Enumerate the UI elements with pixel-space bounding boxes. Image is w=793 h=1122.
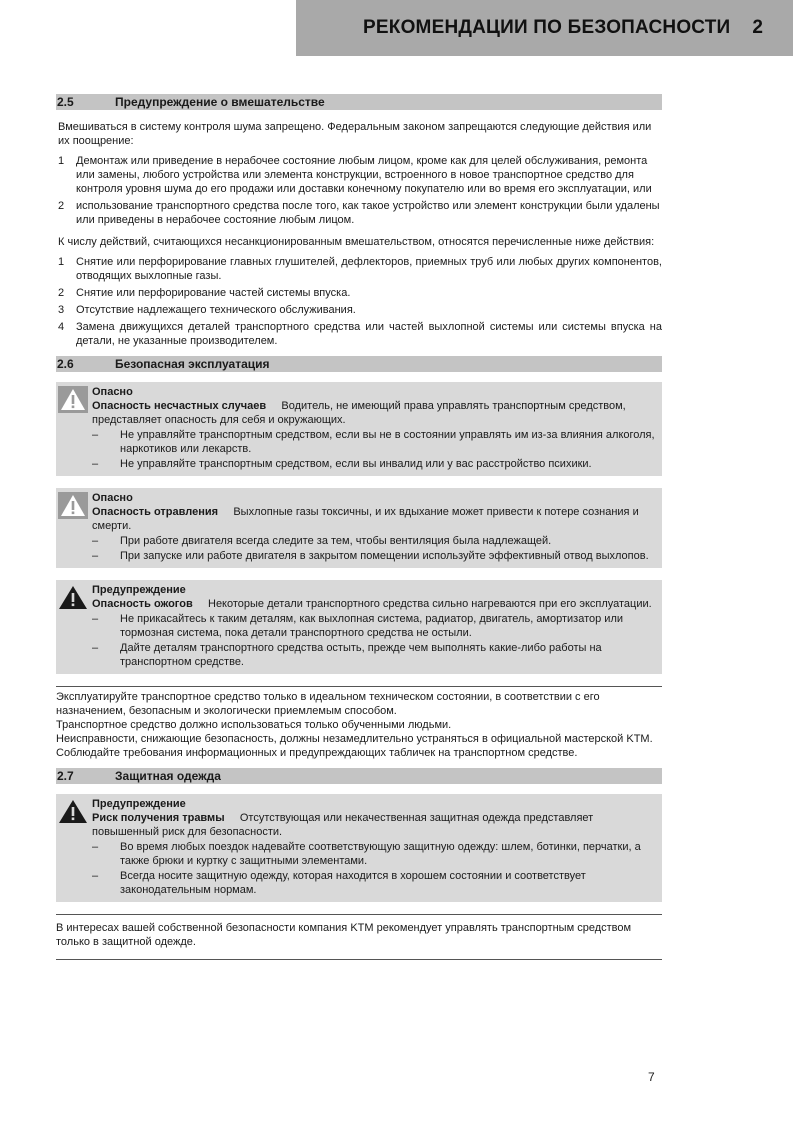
warning-items <box>92 840 658 897</box>
item-number: 2 <box>58 287 65 299</box>
danger-box-poisoning <box>56 488 662 568</box>
item-number: 3 <box>58 304 65 316</box>
item-text: Снятие или перфорирование главных глушителей, дефлекторов, приемных труб или любых других компонентов, отводящих выхлопные газы. <box>76 256 662 282</box>
list-item <box>92 869 658 897</box>
chapter-number: 2 <box>752 17 763 38</box>
list-item <box>56 199 662 227</box>
note-line: Соблюдайте требования информационных и предупреждающих табличек на транспортном средстве. <box>56 747 578 759</box>
section-number: 2.5 <box>57 95 74 109</box>
item-text: Во время любых поездок надевайте соответствующую защитную одежду: шлем, ботинки, перчатки, а также брюки и куртку с защитными элементами. <box>120 841 641 867</box>
warning-heading: Риск получения травмы <box>92 812 225 824</box>
dash-bullet: – <box>92 535 99 547</box>
section-title: Предупреждение о вмешательстве <box>115 95 325 109</box>
dash-bullet: – <box>92 613 99 625</box>
list-item <box>56 320 662 348</box>
list-item <box>56 286 662 300</box>
protective-clothing-note: В интересах вашей собственной безопасности компания KTM рекомендует управлять транспортным средством только в защитной одежде. <box>56 922 632 948</box>
warning-box-burns <box>56 580 662 674</box>
item-number: 1 <box>58 256 65 268</box>
item-number: 4 <box>58 321 65 333</box>
item-text: Снятие или перфорирование частей системы впуска. <box>76 287 351 299</box>
item-number: 2 <box>58 200 65 212</box>
tampering-actions-list <box>56 255 662 348</box>
warning-heading: Опасность несчастных случаев <box>92 400 267 412</box>
dash-bullet: – <box>92 429 99 441</box>
dash-bullet: – <box>92 841 99 853</box>
section-heading-2-6 <box>56 356 662 372</box>
warning-heading: Опасность отравления <box>92 506 219 518</box>
warning-triangle-icon <box>58 385 92 413</box>
list-item <box>92 534 658 548</box>
warning-type: Опасно <box>92 386 133 398</box>
item-text: Демонтаж или приведение в нерабочее состояние любым лицом, кроме как для целей обслуживания, ремонта или замены, любого устройства или элемента конструкции, встроенного в новое транспортное средство для контроля уровня шума до его продажи или доставки конечному покупателю или во время его эксплуатации, или <box>76 155 652 195</box>
note-line: Эксплуатируйте транспортное средство только в идеальном техническом состоянии, в соответствии с его назначением, безопасным и экологически приемлемым способом. <box>56 691 600 717</box>
page-number: 7 <box>648 1070 655 1084</box>
section-title: Безопасная эксплуатация <box>115 357 270 371</box>
item-text: Не прикасайтесь к таким деталям, как выхлопная система, радиатор, двигатель, амортизатор или тормозная система, пока детали транспортного средства не остыли. <box>120 613 624 639</box>
list-item <box>92 840 658 868</box>
list-item <box>92 457 658 471</box>
warning-description: Выхлопные газы токсичны, и их вдыхание может привести к потере сознания и смерти. <box>92 506 639 532</box>
warning-items <box>92 428 658 471</box>
divider <box>56 914 662 915</box>
item-text: Отсутствие надлежащего технического обслуживания. <box>76 304 356 316</box>
divider <box>56 959 662 960</box>
warning-type: Предупреждение <box>92 798 186 810</box>
section-heading-2-5 <box>56 94 662 110</box>
section-number: 2.6 <box>57 357 74 371</box>
chapter-title: РЕКОМЕНДАЦИИ ПО БЕЗОПАСНОСТИ <box>363 17 731 38</box>
warning-heading: Опасность ожогов <box>92 598 193 610</box>
warning-items <box>92 534 658 563</box>
item-text: использование транспортного средства после того, как такое устройство или элемент конструкции были удалены или приведены в нерабочее состояние любым лицом. <box>76 200 660 226</box>
note-line: Неисправности, снижающие безопасность, должны незамедлительно устраняться в официальной мастерской KTM. <box>56 733 653 745</box>
operation-notes <box>56 690 662 760</box>
list-item <box>56 154 662 196</box>
warning-box-injury <box>56 794 662 902</box>
section-heading-2-7 <box>56 768 662 784</box>
warning-type: Предупреждение <box>92 584 186 596</box>
item-text: При работе двигателя всегда следите за тем, чтобы вентиляция была надлежащей. <box>120 535 552 547</box>
intro-paragraph-2: К числу действий, считающихся несанкционированным вмешательством, относятся перечисленные ниже действия: <box>58 236 655 248</box>
item-text: Всегда носите защитную одежду, которая находится в хорошем состоянии и соответствует законодательным нормам. <box>120 870 586 896</box>
warning-description: Некоторые детали транспортного средства сильно нагреваются при его эксплуатации. <box>208 598 652 610</box>
prohibited-actions-list <box>56 154 662 227</box>
warning-items <box>92 612 658 669</box>
item-text: Дайте деталям транспортного средства остыть, прежде чем выполнять какие-либо работы на транспортном средстве. <box>120 642 602 668</box>
chapter-header <box>296 0 793 56</box>
divider <box>56 686 662 687</box>
list-item <box>92 549 658 563</box>
dash-bullet: – <box>92 550 99 562</box>
list-item <box>56 303 662 317</box>
page-content <box>56 94 662 960</box>
danger-box-accidents <box>56 382 662 476</box>
dash-bullet: – <box>92 458 99 470</box>
warning-triangle-icon <box>58 797 92 825</box>
item-number: 1 <box>58 155 65 167</box>
section-title: Защитная одежда <box>115 769 221 783</box>
intro-paragraph: Вмешиваться в систему контроля шума запрещено. Федеральным законом запрещаются следующие действия или их поощрение: <box>58 121 652 147</box>
note-line: Транспортное средство должно использоваться только обученными людьми. <box>56 719 452 731</box>
list-item <box>92 428 658 456</box>
warning-triangle-icon <box>58 491 92 519</box>
list-item <box>92 641 658 669</box>
item-text: Не управляйте транспортным средством, если вы не в состоянии управлять им из-за влияния алкоголя, наркотиков или лекарств. <box>120 429 655 455</box>
dash-bullet: – <box>92 642 99 654</box>
warning-description: Водитель, не имеющий права управлять транспортным средством, представляет опасность для себя и окружающих. <box>92 400 626 426</box>
warning-description: Отсутствующая или некачественная защитная одежда представляет повышенный риск для безопасности. <box>92 812 594 838</box>
dash-bullet: – <box>92 870 99 882</box>
item-text: При запуске или работе двигателя в закрытом помещении используйте эффективный отвод выхлопов. <box>120 550 649 562</box>
item-text: Замена движущихся деталей транспортного средства или частей выхлопной системы или системы впуска на детали, не указанные производителем. <box>76 321 662 347</box>
section-number: 2.7 <box>57 769 74 783</box>
item-text: Не управляйте транспортным средством, если вы инвалид или у вас расстройство психики. <box>120 458 592 470</box>
warning-triangle-icon <box>58 583 92 611</box>
list-item <box>56 255 662 283</box>
list-item <box>92 612 658 640</box>
warning-type: Опасно <box>92 492 133 504</box>
